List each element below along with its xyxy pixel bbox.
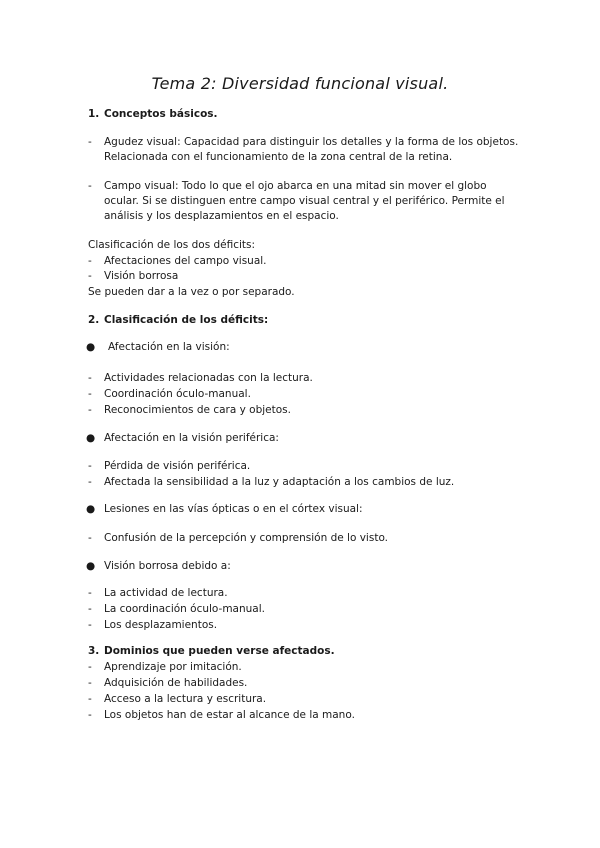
- document-title: Tema 2: Diversidad funcional visual.: [151, 74, 449, 93]
- section-2-number: 2.: [88, 314, 100, 326]
- dash-marker: -: [88, 661, 92, 673]
- dash-marker: -: [88, 180, 92, 192]
- deficit-4-item-3: Los desplazamientos.: [104, 619, 218, 631]
- deficit-4-item-2: La coordinación óculo-manual.: [104, 603, 265, 615]
- clasificacion-note: Se pueden dar a la vez o por separado.: [88, 286, 295, 298]
- agudeza-line-1: Agudez visual: Capacidad para distinguir los detalles y la forma de los objetos.: [104, 136, 519, 148]
- dominio-item-1: Aprendizaje por imitación.: [104, 661, 242, 673]
- dash-marker: -: [88, 693, 92, 705]
- dash-marker: -: [88, 619, 92, 631]
- deficit-4-item-1: La actividad de lectura.: [104, 587, 228, 599]
- deficit-bullet-4: Visión borrosa debido a:: [104, 560, 231, 572]
- deficit-2-item-1: Pérdida de visión periférica.: [104, 460, 251, 472]
- deficit-3-item-1: Confusión de la percepción y comprensión de lo visto.: [104, 532, 389, 544]
- dash-marker: -: [88, 388, 92, 400]
- dash-marker: -: [88, 404, 92, 416]
- dominio-item-3: Acceso a la lectura y escritura.: [104, 693, 267, 705]
- agudeza-line-2: Relacionada con el funcionamiento de la zona central de la retina.: [104, 151, 453, 163]
- deficit-1-item-2: Coordinación óculo-manual.: [104, 388, 251, 400]
- dash-marker: -: [88, 372, 92, 384]
- deficit-1-item-3: Reconocimientos de cara y objetos.: [104, 404, 291, 416]
- deficit-bullet-1: Afectación en la visión:: [108, 341, 230, 353]
- dash-marker: -: [88, 532, 92, 544]
- dash-marker: -: [88, 270, 92, 282]
- deficit-bullet-2: Afectación en la visión periférica:: [104, 432, 279, 444]
- section-1-number: 1.: [88, 108, 100, 120]
- dominio-item-4: Los objetos han de estar al alcance de la mano.: [104, 709, 355, 721]
- dash-marker: -: [88, 476, 92, 488]
- dash-marker: -: [88, 587, 92, 599]
- section-2-heading: Clasificación de los déficits:: [104, 314, 269, 326]
- dash-marker: -: [88, 255, 92, 267]
- bullet-icon: ●: [86, 341, 96, 353]
- deficit-1-item-1: Actividades relacionadas con la lectura.: [104, 372, 313, 384]
- section-1-heading: Conceptos básicos.: [104, 108, 218, 120]
- clasificacion-item-1: Afectaciones del campo visual.: [104, 255, 267, 267]
- dash-marker: -: [88, 603, 92, 615]
- clasificacion-intro: Clasificación de los dos déficits:: [88, 239, 256, 251]
- campo-line-2: ocular. Si se distinguen entre campo visual central y el periférico. Permite el: [104, 195, 505, 207]
- bullet-icon: ●: [86, 560, 96, 572]
- dominio-item-2: Adquisición de habilidades.: [104, 677, 248, 689]
- dash-marker: -: [88, 677, 92, 689]
- section-3-number: 3.: [88, 645, 100, 657]
- deficit-2-item-2: Afectada la sensibilidad a la luz y adaptación a los cambios de luz.: [104, 476, 455, 488]
- section-3-heading: Dominios que pueden verse afectados.: [104, 645, 335, 657]
- campo-line-3: análisis y los desplazamientos en el espacio.: [104, 210, 339, 222]
- campo-line-1: Campo visual: Todo lo que el ojo abarca en una mitad sin mover el globo: [104, 180, 487, 192]
- bullet-icon: ●: [86, 432, 96, 444]
- dash-marker: -: [88, 460, 92, 472]
- clasificacion-item-2: Visión borrosa: [104, 270, 179, 282]
- dash-marker: -: [88, 136, 92, 148]
- bullet-icon: ●: [86, 503, 96, 515]
- deficit-bullet-3: Lesiones en las vías ópticas o en el córtex visual:: [104, 503, 363, 515]
- dash-marker: -: [88, 709, 92, 721]
